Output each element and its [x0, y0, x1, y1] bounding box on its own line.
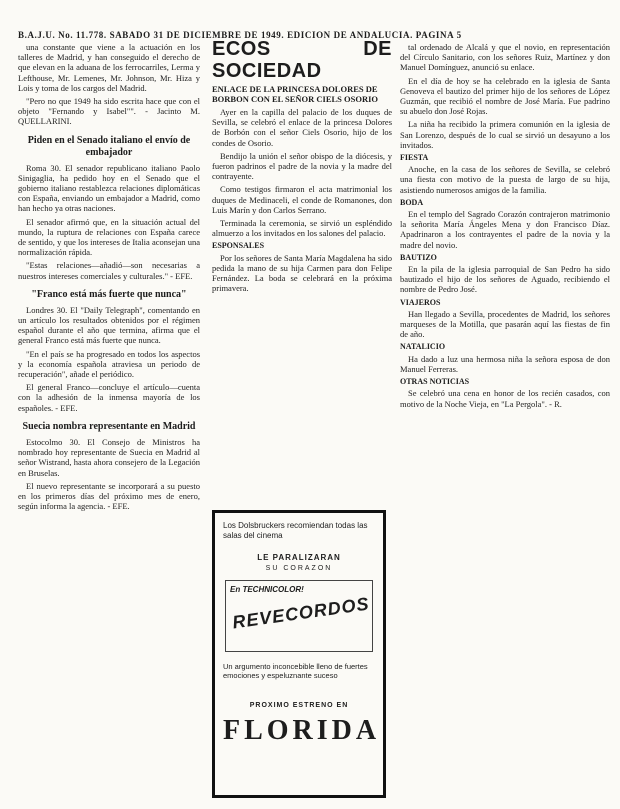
- paragraph: El senador afirmó que, en la situación actual del mundo, la ruptura de relaciones con España carece de sentido, y que los intereses de Italia aconsejan una normalización rápida.: [18, 216, 200, 258]
- ad-line2: SU CORAZON: [265, 565, 333, 572]
- subheading-natalicio: NATALICIO: [400, 342, 446, 352]
- technicolor-label: En TECHNICOLOR!: [230, 585, 304, 594]
- paragraph: Se celebró una cena en honor de los recién casados, con motivo de la Noche Vieja, en "La Pergola". - R.: [400, 388, 610, 409]
- cinema-name: FLORIDA: [223, 715, 381, 746]
- subheading-boda: BODA: [400, 197, 424, 207]
- subheading-bautizo: BAUTIZO: [400, 252, 437, 262]
- paragraph: tal ordenado de Alcalá y que el novio, en representación del Círculo Sanitario, con los señores Ruiz, Martínez y don Manuel Domínguez, anunció su enlace.: [400, 42, 610, 73]
- paragraph: "En el país se ha progresado en todos los aspectos y la economía española atraviesa un periodo de recuperación", añade el periódico.: [18, 348, 200, 380]
- section-title: ECOS DE SOCIEDAD: [212, 38, 392, 82]
- subheading-otras: OTRAS NOTICIAS: [400, 377, 470, 387]
- subheading-esponsales: ESPONSALES: [212, 241, 265, 251]
- paragraph: Anoche, en la casa de los señores de Sevilla, se celebró una fiesta con motivo de la puesta de largo de su hija, asistiendo numerosos amigos de la familia.: [400, 164, 610, 195]
- ad-intro: Los Dolsbruckers recomiendan todas las salas del cinema: [223, 521, 368, 540]
- paragraph: Como testigos firmaron el acta matrimonial los duques de Medinaceli, el conde de Romanones, don Luis Marín y don Carlos Serrano.: [212, 184, 392, 215]
- paragraph: En el templo del Sagrado Corazón contrajeron matrimonio la señorita María Ángeles Mena y don Francisco Díaz. Apadrinaron a los contrayentes el padre de la novia y la madre del novio.: [400, 209, 610, 250]
- paragraph: "Pero no que 1949 ha sido escrita hace que con el objeto "Fernando y Isabel"". - Jacinto M. QUELLARINI.: [18, 96, 200, 127]
- paragraph: Estocolmo 30. El Consejo de Ministros ha nombrado hoy representante de Suecia en Madrid al señor Wistrand, hasta ahora consejero de la Legación en Bruselas.: [18, 436, 200, 478]
- headline-franco: "Franco está más fuerte que nunca": [31, 288, 187, 300]
- paragraph: Terminada la ceremonia, se sirvió un espléndido almuerzo a los invitados en los salones del palacio.: [212, 218, 392, 239]
- film-banner: [225, 580, 373, 652]
- paragraph: Londres 30. El "Daily Telegraph", comentando en un artículo los resultados obtenidos por el régimen español durante el año que termina, afirma que el general Franco está más fuerte que nunca.: [18, 304, 200, 346]
- headline-senado: Piden en el Senado italiano el envío de embajador: [27, 134, 191, 158]
- paragraph: Bendijo la unión el señor obispo de la diócesis, y fueron padrinos el padre de la novia y la madre del contrayente.: [212, 150, 392, 182]
- subheading-fiesta: FIESTA: [400, 153, 429, 163]
- ad-estreno: PROXIMO ESTRENO EN: [249, 702, 349, 709]
- cinema-advertisement: [212, 510, 386, 798]
- page-header: B.A.J.U. No. 11.778. SABADO 31 DE DICIEMBRE DE 1949. EDICION DE ANDALUCIA. PAGINA 5: [18, 30, 462, 40]
- paragraph: Han llegado a Sevilla, procedentes de Madrid, los señores marqueses de la Motilla, que pasarán aquí las fiestas de fin de año.: [400, 308, 610, 340]
- column-left: [18, 42, 200, 514]
- paragraph: una constante que viene a la actuación en los talleres de Madrid, y han conseguido el derecho de que elevan en la aduana de los ferrocarriles, Lerma y Lefthouse, Mr. Lemenes, Mr. Johnson, Mr. Hiza y Lois y toma de los cargos del Madrid.: [18, 42, 200, 93]
- section-subhead: ENLACE DE LA PRINCESA DOLORES DE BORBON CON EL SEÑOR CIELS OSORIO: [212, 84, 379, 104]
- paragraph: Por los señores de Santa María Magdalena ha sido pedida la mano de su hija Carmen para don Felipe Fernández. La boda se celebrará en la próxima primavera.: [212, 252, 392, 294]
- film-title: REVECORDOS: [231, 593, 371, 633]
- headline-suecia: Suecia nombra representante en Madrid: [22, 420, 196, 432]
- column-middle: [212, 38, 392, 296]
- paragraph: En la pila de la iglesia parroquial de San Pedro ha sido bautizado el hijo de los señores de Aguado, recibiendo el nombre de Pedro José.: [400, 264, 610, 295]
- paragraph: El general Franco—concluye el artículo—cuenta con la adhesión de la inmensa mayoría de los españoles. - EFE.: [18, 382, 200, 413]
- column-right: [400, 42, 610, 412]
- ad-line1: LE PARALIZARAN: [257, 553, 341, 562]
- ad-description: Un argumento inconcebible lleno de fuertes emociones y espeluznante suceso: [223, 662, 368, 680]
- paragraph: El nuevo representante se incorporará a su puesto en los primeros días del próximo mes de enero, según informa la agencia. - EFE.: [18, 480, 200, 512]
- paragraph: Roma 30. El senador republicano italiano Paolo Sinigaglia, ha pedido hoy en el Senado que el gobierno italiano restablezca relaciones diplomáticas con España, enviando un embajador a Madrid, como han hecho ya otras naciones.: [18, 162, 200, 214]
- subheading-viajeros: VIAJEROS: [400, 297, 441, 307]
- paragraph: En el día de hoy se ha celebrado en la iglesia de Santa Genoveva el bautizo del primer hijo de los señores de López Guzmán, que recibió el nombre de José María. Fue padrino su abuelo don José Rojas.: [400, 75, 610, 117]
- paragraph: "Estas relaciones—añadió—son necesarias a nuestros intereses comerciales y culturales." - EFE.: [18, 260, 200, 281]
- paragraph: Ha dado a luz una hermosa niña la señora esposa de don Manuel Ferreras.: [400, 353, 610, 374]
- paragraph: Ayer en la capilla del palacio de los duques de Sevilla, se celebró el enlace de la princesa Dolores de Borbón con el señor Ciels Osorio, hijo de los condes de Osorio.: [212, 107, 392, 148]
- paragraph: La niña ha recibido la primera comunión en la iglesia de San Lorenzo, después de lo cual se sirvió un desayuno a los invitados.: [400, 119, 610, 150]
